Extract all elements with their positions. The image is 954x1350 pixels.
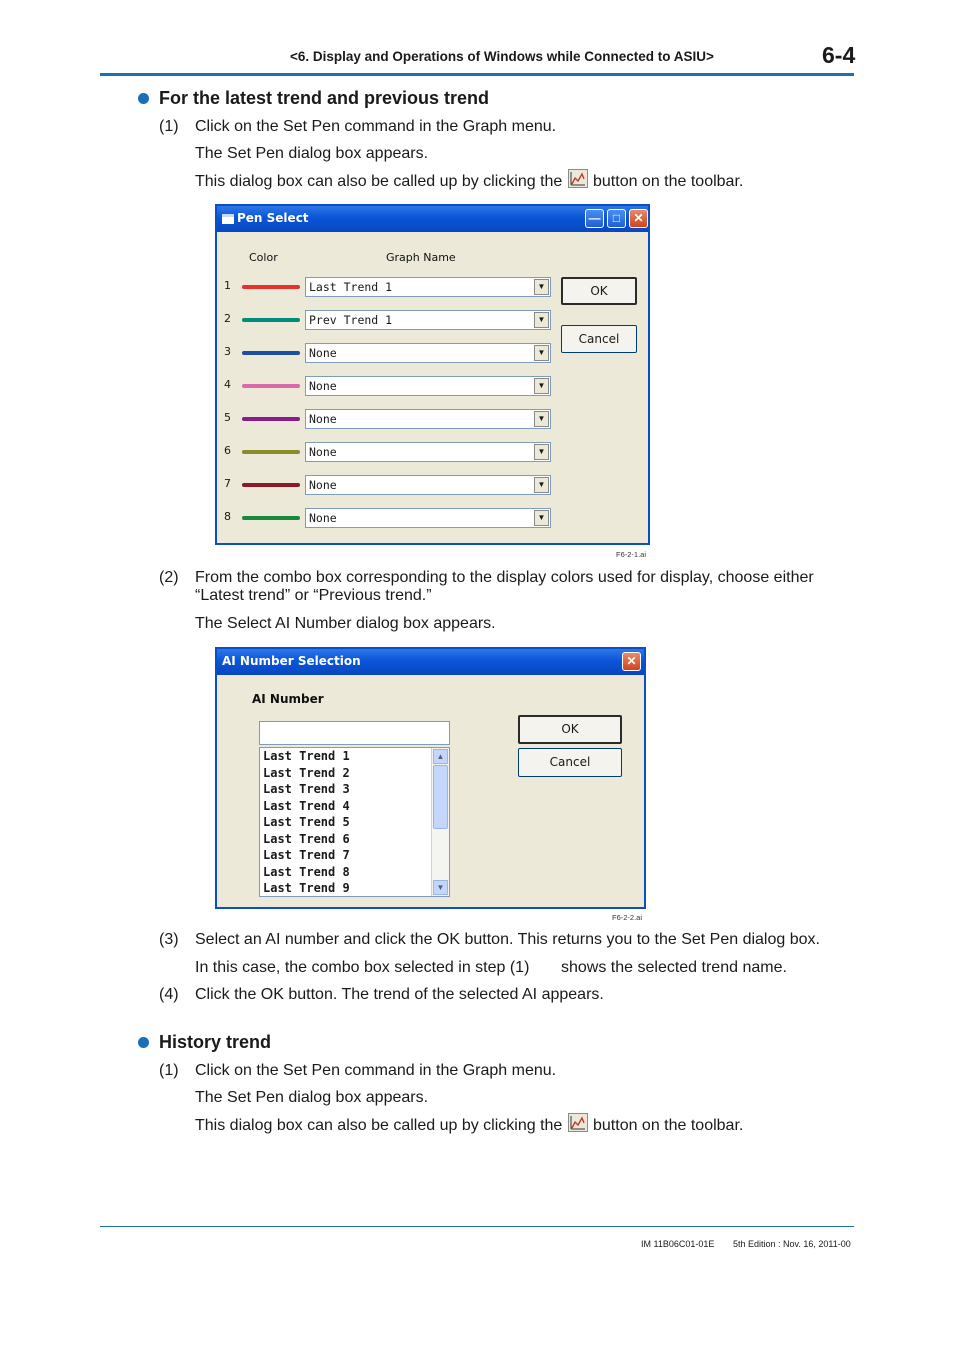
pen-color-swatch — [242, 285, 300, 289]
dropdown-arrow-icon[interactable]: ▼ — [534, 510, 549, 526]
step-text: The Set Pen dialog box appears. — [195, 1089, 429, 1106]
maximize-button[interactable]: □ — [607, 209, 626, 228]
dropdown-arrow-icon[interactable]: ▼ — [534, 411, 549, 427]
pen-row-number: 7 — [224, 477, 231, 490]
step-number: (4) — [159, 986, 179, 1003]
dropdown-arrow-icon[interactable]: ▼ — [534, 444, 549, 460]
step-number: (2) — [159, 569, 179, 586]
step-text: Click the OK button. The trend of the selected AI appears. — [195, 986, 604, 1003]
step-text: “Latest trend” or “Previous trend.” — [195, 587, 432, 604]
pen-row-number: 4 — [224, 378, 231, 391]
step-text: From the combo box corresponding to the display colors used for display, choose either — [195, 569, 814, 586]
step-text: The Set Pen dialog box appears. — [195, 145, 429, 162]
list-item[interactable]: Last Trend 2 — [263, 765, 350, 780]
list-item[interactable]: Last Trend 5 — [263, 815, 350, 829]
graph-name-value: Prev Trend 1 — [309, 313, 393, 327]
list-item[interactable]: Last Trend 8 — [263, 864, 350, 879]
section-title-history-trend: History trend — [159, 1032, 272, 1052]
graph-name-value: None — [309, 445, 337, 459]
step-text: This dialog box can also be called up by clicking the — [195, 1117, 563, 1134]
cancel-button[interactable]: Cancel — [518, 748, 622, 777]
pen-color-swatch — [242, 384, 300, 388]
pen-row-number: 5 — [224, 411, 231, 424]
bullet-icon — [138, 93, 149, 104]
dropdown-arrow-icon[interactable]: ▼ — [534, 345, 549, 361]
graph-name-combo[interactable] — [305, 277, 551, 297]
window-icon — [222, 214, 234, 224]
step-text: Select an AI number and click the OK button. This returns you to the Set Pen dialog box. — [195, 931, 820, 948]
graph-name-combo[interactable] — [305, 343, 551, 363]
step-text: This dialog box can also be called up by clicking the — [195, 173, 563, 190]
graph-name-column-header: Graph Name — [386, 251, 456, 264]
list-scrollbar[interactable] — [431, 748, 449, 896]
dropdown-arrow-icon[interactable]: ▼ — [534, 378, 549, 394]
pen-row-number: 3 — [224, 345, 231, 358]
dropdown-arrow-icon[interactable]: ▼ — [534, 312, 549, 328]
header-rule — [100, 73, 854, 76]
close-button[interactable]: ✕ — [629, 209, 648, 228]
scroll-down-icon[interactable]: ▼ — [433, 880, 448, 895]
ok-button[interactable]: OK — [561, 277, 637, 305]
page-number: 6-4 — [822, 42, 856, 68]
section-title-latest-trend: For the latest trend and previous trend — [159, 88, 490, 108]
ok-button[interactable]: OK — [518, 715, 622, 744]
footer-rule — [100, 1226, 854, 1227]
list-item[interactable]: Last Trend 7 — [263, 848, 350, 862]
step-text: In this case, the combo box selected in step (1) — [195, 959, 530, 976]
dropdown-arrow-icon[interactable]: ▼ — [534, 477, 549, 493]
pen-row-number: 1 — [224, 279, 231, 292]
pen-color-swatch — [242, 516, 300, 520]
step-text: The Select AI Number dialog box appears. — [195, 615, 496, 632]
graph-name-combo[interactable] — [305, 376, 551, 396]
list-item[interactable]: Last Trend 4 — [263, 798, 350, 813]
figure-caption: F6-2-1.ai — [616, 550, 647, 559]
ai-number-label: AI Number — [252, 692, 324, 706]
edition: 5th Edition : Nov. 16, 2011-00 — [733, 1239, 851, 1249]
list-item[interactable]: Last Trend 6 — [263, 831, 350, 846]
step-text: Click on the Set Pen command in the Graph menu. — [195, 118, 557, 135]
pen-row-number: 8 — [224, 510, 231, 523]
pen-select-titlebar — [217, 206, 648, 232]
step-number: (1) — [159, 118, 179, 135]
pen-row-number: 6 — [224, 444, 231, 457]
color-column-header: Color — [249, 251, 278, 264]
pen-select-dialog — [215, 204, 650, 545]
pen-color-swatch — [242, 318, 300, 322]
cancel-button[interactable]: Cancel — [561, 325, 637, 353]
graph-name-value: None — [309, 379, 337, 393]
graph-name-combo[interactable] — [305, 442, 551, 462]
ai-number-input[interactable] — [259, 721, 450, 745]
scroll-thumb[interactable] — [433, 765, 448, 829]
dropdown-arrow-icon[interactable]: ▼ — [534, 279, 549, 295]
figure-caption: F6-2-2.ai — [612, 913, 643, 922]
graph-name-combo[interactable] — [305, 409, 551, 429]
graph-name-value: None — [309, 412, 337, 426]
graph-name-value: Last Trend 1 — [309, 280, 393, 294]
set-pen-toolbar-icon — [568, 169, 588, 188]
close-button[interactable]: ✕ — [622, 652, 641, 671]
graph-name-combo[interactable] — [305, 310, 551, 330]
scroll-up-icon[interactable]: ▲ — [433, 749, 448, 764]
pen-row-number: 2 — [224, 312, 231, 325]
bullet-icon — [138, 1037, 149, 1048]
pen-color-swatch — [242, 417, 300, 421]
pen-select-title: Pen Select — [237, 211, 309, 225]
step-number: (3) — [159, 931, 179, 948]
ai-number-listbox[interactable] — [259, 747, 450, 897]
graph-name-value: None — [309, 478, 337, 492]
list-item[interactable]: Last Trend 3 — [263, 782, 350, 796]
pen-color-swatch — [242, 351, 300, 355]
ai-number-titlebar — [217, 649, 644, 675]
set-pen-toolbar-icon — [568, 1113, 588, 1132]
graph-name-value: None — [309, 511, 337, 525]
ai-number-dialog — [215, 647, 646, 909]
graph-name-value: None — [309, 346, 337, 360]
step-text: Click on the Set Pen command in the Graph menu. — [195, 1062, 557, 1079]
pen-color-swatch — [242, 483, 300, 487]
minimize-button[interactable]: — — [585, 209, 604, 228]
step-text: button on the toolbar. — [593, 1117, 744, 1134]
doc-id: IM 11B06C01-01E — [641, 1239, 715, 1249]
list-item[interactable]: Last Trend 1 — [263, 749, 350, 763]
running-header: <6. Display and Operations of Windows while Connected to ASIU> — [290, 49, 714, 64]
graph-name-combo[interactable] — [305, 508, 551, 528]
graph-name-combo[interactable] — [305, 475, 551, 495]
pen-color-swatch — [242, 450, 300, 454]
ai-number-title: AI Number Selection — [222, 654, 361, 668]
step-number: (1) — [159, 1062, 179, 1079]
list-item[interactable]: Last Trend 9 — [263, 881, 350, 895]
step-text: shows the selected trend name. — [561, 959, 787, 976]
step-text: button on the toolbar. — [593, 173, 744, 190]
